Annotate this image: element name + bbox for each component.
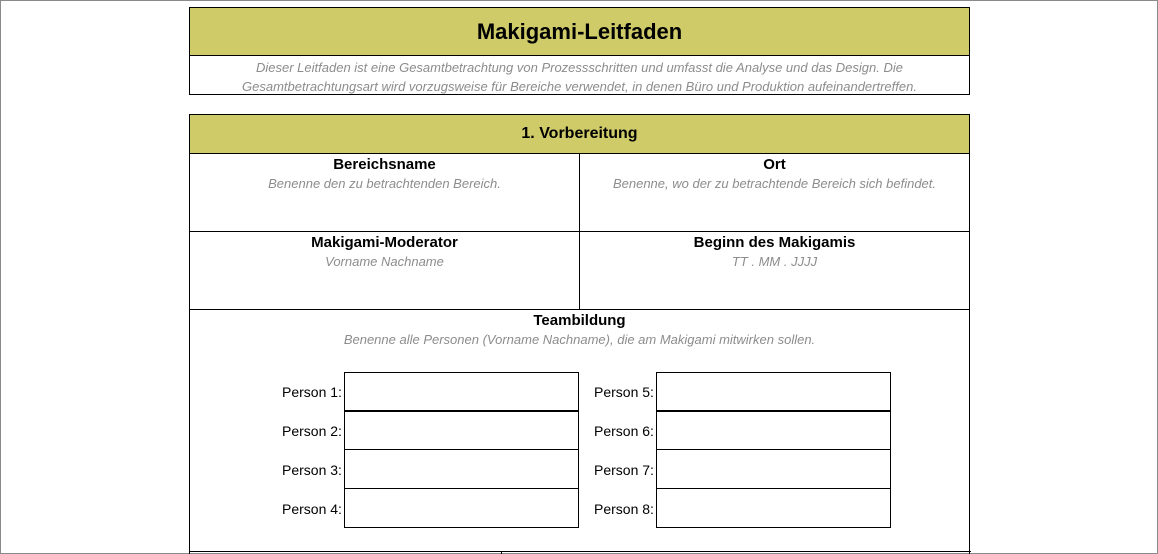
- person-row: [594, 372, 891, 411]
- team-section: [190, 310, 969, 550]
- person-row: [282, 372, 579, 411]
- person-row: [594, 450, 891, 489]
- section-title: 1. Vorbereitung: [190, 115, 969, 154]
- fields-row-1: [190, 154, 969, 232]
- next-row-divider: [190, 551, 971, 552]
- team-label: Teambildung: [533, 312, 626, 329]
- person-row: [282, 450, 579, 489]
- field-beginn[interactable]: [579, 232, 969, 309]
- person-column-right: [594, 372, 891, 528]
- person-row: [594, 411, 891, 450]
- person-row: [594, 489, 891, 528]
- field-bereichsname[interactable]: [190, 154, 579, 231]
- person-label: Person 3:: [282, 461, 342, 478]
- field-label: Beginn des Makigamis: [693, 234, 856, 251]
- field-label: Makigami-Moderator: [311, 234, 458, 251]
- field-label: Bereichsname: [333, 156, 436, 173]
- person-column-left: [282, 372, 579, 528]
- person-label: Person 2:: [282, 422, 342, 439]
- person-7-input[interactable]: [656, 449, 891, 489]
- person-label: Person 4:: [282, 500, 342, 517]
- field-hint: TT . MM . JJJJ: [731, 254, 818, 269]
- fields-row-2: [190, 232, 969, 310]
- field-ort[interactable]: [579, 154, 969, 231]
- field-hint: Vorname Nachname: [325, 254, 444, 269]
- person-row: [282, 489, 579, 528]
- section-vorbereitung: [189, 114, 970, 554]
- person-label: Person 8:: [594, 500, 654, 517]
- field-label: Ort: [763, 156, 786, 173]
- person-8-input[interactable]: [656, 488, 891, 528]
- title-box: [189, 7, 970, 95]
- person-label: Person 5:: [594, 383, 654, 400]
- team-hint: Benenne alle Personen (Vorname Nachname), die am Makigami mitwirken sollen.: [343, 332, 816, 347]
- person-6-input[interactable]: [656, 410, 891, 450]
- field-hint: Benenne den zu betrachtenden Bereich.: [268, 176, 501, 191]
- page-description: [190, 56, 969, 96]
- person-label: Person 1:: [282, 383, 342, 400]
- field-moderator[interactable]: [190, 232, 579, 309]
- person-2-input[interactable]: [344, 410, 579, 450]
- person-5-input[interactable]: [656, 372, 891, 412]
- person-1-input[interactable]: [344, 372, 579, 412]
- page-title: Makigami-Leitfaden: [190, 8, 969, 56]
- description-line-1: Dieser Leitfaden ist eine Gesamtbetrachtung von Prozessschritten und umfasst die Analyse und das Design. Die: [256, 60, 903, 75]
- person-label: Person 7:: [594, 461, 654, 478]
- person-4-input[interactable]: [344, 488, 579, 528]
- person-row: [282, 411, 579, 450]
- description-line-2: Gesamtbetrachtungsart wird vorzugsweise für Bereiche verwendet, in denen Büro und Produktion aufeinandertreffen.: [242, 79, 917, 94]
- person-label: Person 6:: [594, 422, 654, 439]
- field-hint: Benenne, wo der zu betrachtende Bereich sich befindet.: [612, 176, 937, 191]
- person-3-input[interactable]: [344, 449, 579, 489]
